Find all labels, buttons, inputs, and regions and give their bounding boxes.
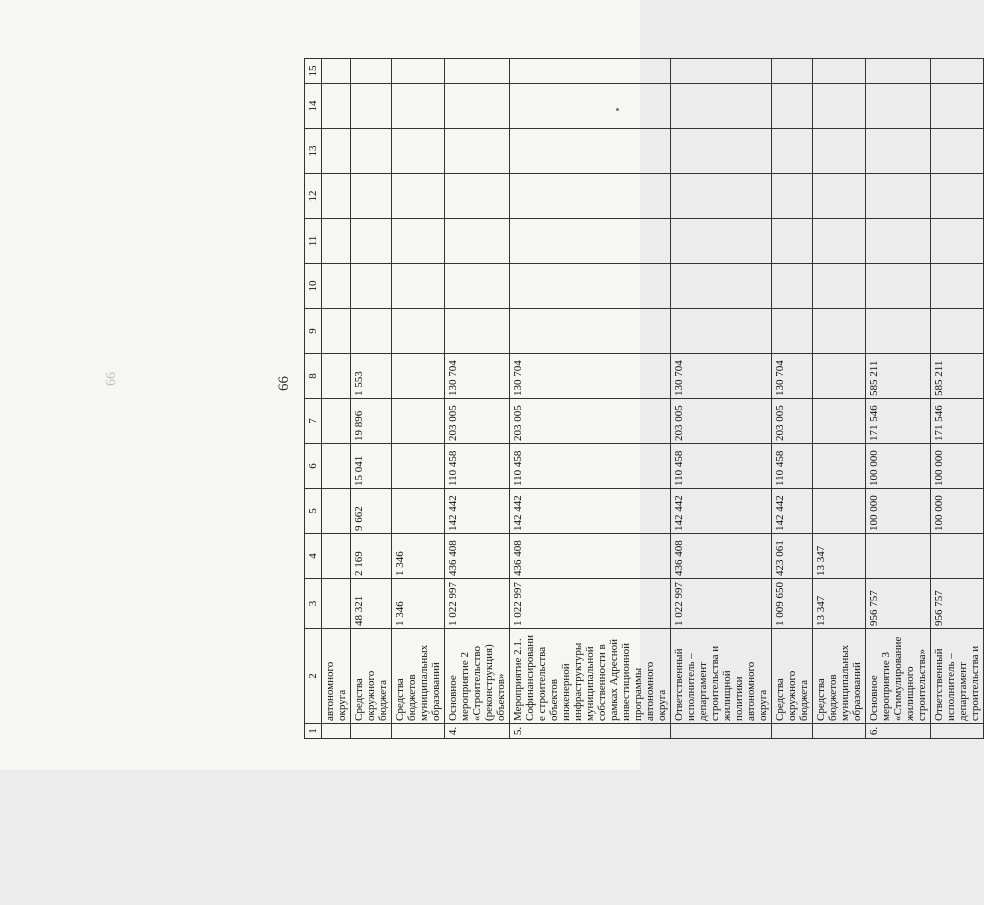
table-cell: 203 005 — [510, 399, 671, 444]
table-cell — [866, 264, 931, 309]
table-cell — [671, 84, 772, 129]
table-cell: 1 009 650 — [772, 579, 813, 629]
table-cell: 171 546 — [931, 399, 984, 444]
table-cell — [392, 219, 445, 264]
table-cell — [351, 84, 392, 129]
table-cell — [813, 399, 866, 444]
table-cell: Ответственный исполнитель – департамент строительства и — [931, 629, 984, 724]
table-cell — [392, 309, 445, 354]
table-cell: 203 005 — [445, 399, 510, 444]
table-cell — [445, 84, 510, 129]
table-cell: 130 704 — [671, 354, 772, 399]
table-cell — [322, 84, 351, 129]
column-number-cell: 14 — [305, 84, 322, 129]
table-cell — [931, 724, 984, 739]
table-cell — [392, 444, 445, 489]
table-cell — [445, 309, 510, 354]
table-cell: 2 169 — [351, 534, 392, 579]
table-cell — [322, 399, 351, 444]
table-row — [866, 59, 931, 739]
table-cell — [510, 309, 671, 354]
table-cell — [322, 489, 351, 534]
table-cell — [931, 219, 984, 264]
table-cell — [866, 309, 931, 354]
table-cell: 110 458 — [445, 444, 510, 489]
table-cell — [813, 219, 866, 264]
table-cell: 203 005 — [772, 399, 813, 444]
rotated-page-content — [96, 0, 981, 770]
table-cell — [322, 724, 351, 739]
table-cell: Средства окружного бюджета — [351, 629, 392, 724]
table-cell — [671, 309, 772, 354]
table-cell — [445, 129, 510, 174]
table-cell — [931, 129, 984, 174]
table-cell — [392, 264, 445, 309]
table-cell — [931, 534, 984, 579]
table-cell: 6. — [866, 724, 931, 739]
table-cell — [322, 534, 351, 579]
table-cell — [671, 264, 772, 309]
table-cell: 15 041 — [351, 444, 392, 489]
column-number-row — [305, 59, 322, 739]
table-cell — [772, 309, 813, 354]
table-cell: 110 458 — [510, 444, 671, 489]
table-cell — [445, 174, 510, 219]
table-cell — [866, 129, 931, 174]
table-cell: Основное мероприятие 2 «Строительство (реконструкция) объектов» — [445, 629, 510, 724]
table-cell: 142 442 — [772, 489, 813, 534]
table-cell — [671, 59, 772, 84]
table-cell — [813, 309, 866, 354]
table-cell: 585 211 — [866, 354, 931, 399]
table-cell — [322, 579, 351, 629]
table-row — [772, 59, 813, 739]
table-cell — [813, 174, 866, 219]
table-cell — [772, 264, 813, 309]
table-cell — [772, 59, 813, 84]
table-cell: Средства бюджетов муниципальных образований — [813, 629, 866, 724]
table-cell: 203 005 — [671, 399, 772, 444]
table-cell — [866, 59, 931, 84]
table-cell — [392, 174, 445, 219]
table-cell: 100 000 — [866, 489, 931, 534]
table-cell: 585 211 — [931, 354, 984, 399]
table-cell — [445, 264, 510, 309]
table-cell — [510, 219, 671, 264]
table-row — [931, 59, 984, 739]
table-cell — [351, 724, 392, 739]
column-number-cell: 9 — [305, 309, 322, 354]
table-cell: 13 347 — [813, 534, 866, 579]
table-cell — [813, 724, 866, 739]
table-cell: 1 553 — [351, 354, 392, 399]
table-cell — [772, 174, 813, 219]
table-cell — [351, 59, 392, 84]
table-cell: автономного округа — [322, 629, 351, 724]
table-cell — [813, 59, 866, 84]
column-number-cell: 8 — [305, 354, 322, 399]
table-cell: Основное мероприятие 3 «Стимулирование жилищного строительства» — [866, 629, 931, 724]
table-cell: 142 442 — [671, 489, 772, 534]
table-cell: 1 346 — [392, 534, 445, 579]
table-cell: 142 442 — [445, 489, 510, 534]
table-cell — [392, 724, 445, 739]
table-row — [392, 59, 445, 739]
table-cell — [813, 444, 866, 489]
table-row — [351, 59, 392, 739]
table-cell — [351, 219, 392, 264]
table-cell: 130 704 — [772, 354, 813, 399]
table-cell: 1 022 997 — [671, 579, 772, 629]
table-cell: 48 321 — [351, 579, 392, 629]
table-cell — [813, 489, 866, 534]
column-number-cell: 1 — [305, 724, 322, 739]
table-row — [671, 59, 772, 739]
table-cell: 130 704 — [510, 354, 671, 399]
table-cell — [931, 84, 984, 129]
table-cell — [813, 354, 866, 399]
table-cell: 4. — [445, 724, 510, 739]
table-cell — [671, 219, 772, 264]
bleed-through-page-number: 66 — [104, 372, 119, 386]
table-cell — [866, 84, 931, 129]
table-cell — [510, 174, 671, 219]
column-number-cell: 3 — [305, 579, 322, 629]
table-cell — [510, 59, 671, 84]
table-cell: 436 408 — [671, 534, 772, 579]
table-cell: 100 000 — [931, 489, 984, 534]
table-cell — [510, 264, 671, 309]
table-cell — [392, 129, 445, 174]
table-cell — [392, 59, 445, 84]
table-cell — [813, 264, 866, 309]
table-cell — [931, 174, 984, 219]
table-cell — [671, 174, 772, 219]
table-cell — [931, 59, 984, 84]
table-cell: Средства бюджетов муниципальных образований — [392, 629, 445, 724]
column-number-cell: 7 — [305, 399, 322, 444]
table-cell — [392, 399, 445, 444]
column-number-cell: 10 — [305, 264, 322, 309]
table-row — [445, 59, 510, 739]
table-cell — [392, 84, 445, 129]
table-wrapper — [304, 58, 984, 739]
table-cell — [931, 264, 984, 309]
table-cell: 9 662 — [351, 489, 392, 534]
table-cell: 110 458 — [671, 444, 772, 489]
table-cell: 5. — [510, 724, 671, 739]
table-cell: 1 346 — [392, 579, 445, 629]
table-cell: 110 458 — [772, 444, 813, 489]
table-cell — [351, 264, 392, 309]
column-number-cell: 6 — [305, 444, 322, 489]
table-cell — [772, 219, 813, 264]
table-row — [322, 59, 351, 739]
table-cell: 130 704 — [445, 354, 510, 399]
page-number: 66 — [276, 376, 292, 391]
table-cell — [813, 129, 866, 174]
table-cell: 19 896 — [351, 399, 392, 444]
table-cell — [671, 724, 772, 739]
table-cell — [866, 174, 931, 219]
table-cell: Мероприятие 2.1. Софинансирование строительства объектов инженерной инфраструктуры муниципальной собственности в рамках Адресной инвестиционной программы автономного округа — [510, 629, 671, 724]
table-cell — [772, 724, 813, 739]
table-cell — [322, 59, 351, 84]
table-cell: 436 408 — [445, 534, 510, 579]
table-cell — [322, 354, 351, 399]
table-cell: 1 022 997 — [510, 579, 671, 629]
table-cell — [351, 129, 392, 174]
table-cell — [322, 129, 351, 174]
table-cell: 171 546 — [866, 399, 931, 444]
table-cell — [931, 309, 984, 354]
column-number-cell: 5 — [305, 489, 322, 534]
table-cell — [445, 59, 510, 84]
table-cell: 956 757 — [866, 579, 931, 629]
table-cell — [813, 84, 866, 129]
table-cell — [322, 444, 351, 489]
table-cell — [866, 219, 931, 264]
table-cell: 1 022 997 — [445, 579, 510, 629]
table-cell — [772, 84, 813, 129]
table-cell — [392, 354, 445, 399]
table-cell: 100 000 — [866, 444, 931, 489]
table-cell — [772, 129, 813, 174]
table-cell — [322, 264, 351, 309]
table-cell: 13 347 — [813, 579, 866, 629]
column-number-cell: 2 — [305, 629, 322, 724]
table-cell — [322, 174, 351, 219]
column-number-cell: 4 — [305, 534, 322, 579]
table-cell — [510, 84, 671, 129]
table-row — [813, 59, 866, 739]
table-cell — [351, 309, 392, 354]
table-cell — [445, 219, 510, 264]
table-cell — [322, 219, 351, 264]
table-cell — [866, 534, 931, 579]
table-cell: Средства окружного бюджета — [772, 629, 813, 724]
column-number-cell: 11 — [305, 219, 322, 264]
table-cell: 956 757 — [931, 579, 984, 629]
table-cell: 142 442 — [510, 489, 671, 534]
budget-table — [304, 58, 984, 739]
table-cell — [392, 489, 445, 534]
table-cell — [351, 174, 392, 219]
table-cell — [322, 309, 351, 354]
column-number-cell: 12 — [305, 174, 322, 219]
table-cell: 423 061 — [772, 534, 813, 579]
table-cell — [671, 129, 772, 174]
table-cell: 436 408 — [510, 534, 671, 579]
table-cell: 100 000 — [931, 444, 984, 489]
table-row — [510, 59, 671, 739]
column-number-cell: 15 — [305, 59, 322, 84]
table-cell — [510, 129, 671, 174]
column-number-cell: 13 — [305, 129, 322, 174]
table-cell: Ответственный исполнитель – департамент строительства и жилищной политики автономного округа — [671, 629, 772, 724]
